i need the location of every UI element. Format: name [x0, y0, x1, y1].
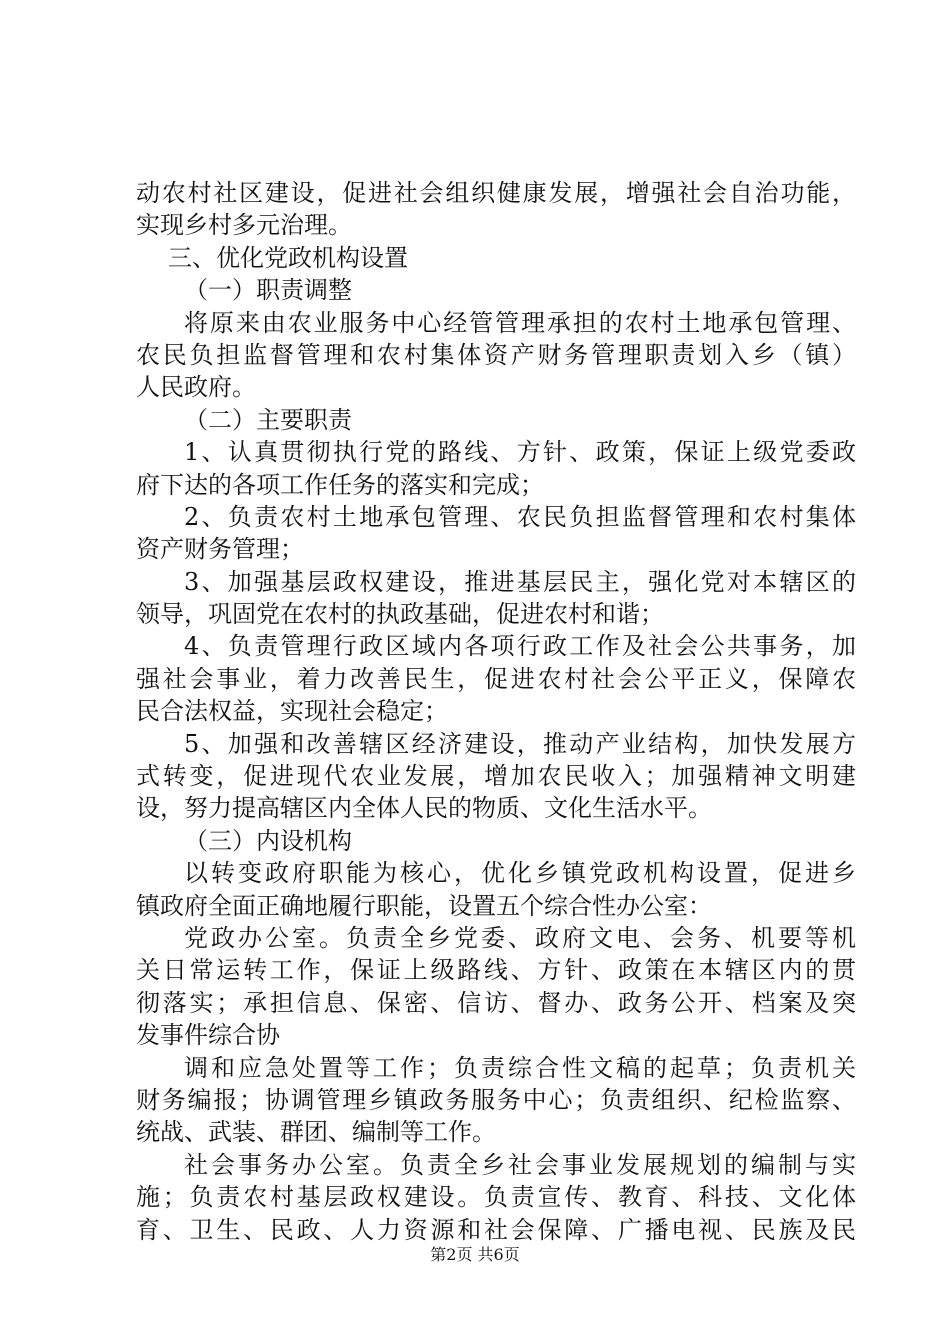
text-line: （二）主要职责 — [184, 405, 352, 434]
text-line: 彻落实；承担信息、保密、信访、督办、政务公开、档案及突 — [136, 988, 856, 1017]
text-line: 调和应急处置等工作；负责综合性文稿的起草；负责机关 — [184, 1053, 856, 1082]
text-line: 镇政府全面正确地履行职能，设置五个综合性办公室： — [136, 891, 712, 920]
document-body — [136, 177, 856, 1246]
text-line: 育、卫生、民政、人力资源和社会保障、广播电视、民族及民 — [136, 1215, 856, 1244]
text-line: 施；负责农村基层政权建设。负责宣传、教育、科技、文化体 — [136, 1183, 856, 1212]
text-line: 府下达的各项工作任务的落实和完成； — [136, 470, 544, 499]
text-line: 民合法权益，实现社会稳定； — [136, 697, 448, 726]
text-line: 领导，巩固党在农村的执政基础，促进农村和谐； — [136, 600, 664, 629]
text-line: 将原来由农业服务中心经管管理承担的农村土地承包管理、 — [184, 308, 856, 337]
text-line: 动农村社区建设，促进社会组织健康发展，增强社会自治功能， — [136, 179, 856, 207]
text-line: 关日常运转工作，保证上级路线、方针、政策在本辖区内的贯 — [136, 956, 856, 985]
text-line: 财务编报；协调管理乡镇政务服务中心；负责组织、纪检监察、 — [136, 1085, 856, 1114]
text-line: 以转变政府职能为核心，优化乡镇党政机构设置，促进乡 — [184, 859, 856, 888]
text-line: 三、优化党政机构设置 — [168, 243, 408, 272]
text-line: 人民政府。 — [136, 373, 256, 402]
text-line: 社会事务办公室。负责全乡社会事业发展规划的编制与实 — [184, 1150, 856, 1179]
text-line: （一）职责调整 — [184, 276, 352, 305]
text-line: 发事件综合协 — [136, 1021, 280, 1050]
text-line: 4、负责管理行政区域内各项行政工作及社会公共事务，加 — [184, 632, 856, 661]
text-line: 设，努力提高辖区内全体人民的物质、文化生活水平。 — [136, 794, 712, 823]
text-line: 农民负担监督管理和农村集体资产财务管理职责划入乡（镇） — [136, 340, 856, 369]
text-line: 党政办公室。负责全乡党委、政府文电、会务、机要等机 — [184, 923, 856, 952]
text-line: 强社会事业，着力改善民生，促进农村社会公平正义，保障农 — [136, 664, 856, 693]
text-line: 实现乡村多元治理。 — [136, 211, 352, 240]
text-line: 3、加强基层政权建设，推进基层民主，强化党对本辖区的 — [184, 567, 856, 596]
page-footer: 第2页 共6页 — [430, 1245, 520, 1264]
text-line: 统战、武装、群团、编制等工作。 — [136, 1118, 496, 1147]
text-line: 式转变，促进现代农业发展，增加农民收入；加强精神文明建 — [136, 762, 856, 791]
text-line: （三）内设机构 — [184, 826, 352, 855]
text-line: 5、加强和改善辖区经济建设，推动产业结构，加快发展方 — [184, 729, 856, 758]
text-line: 1、认真贯彻执行党的路线、方针、政策，保证上级党委政 — [184, 438, 856, 467]
text-line: 资产财务管理； — [136, 535, 304, 564]
text-line: 2、负责农村土地承包管理、农民负担监督管理和农村集体 — [184, 502, 856, 531]
